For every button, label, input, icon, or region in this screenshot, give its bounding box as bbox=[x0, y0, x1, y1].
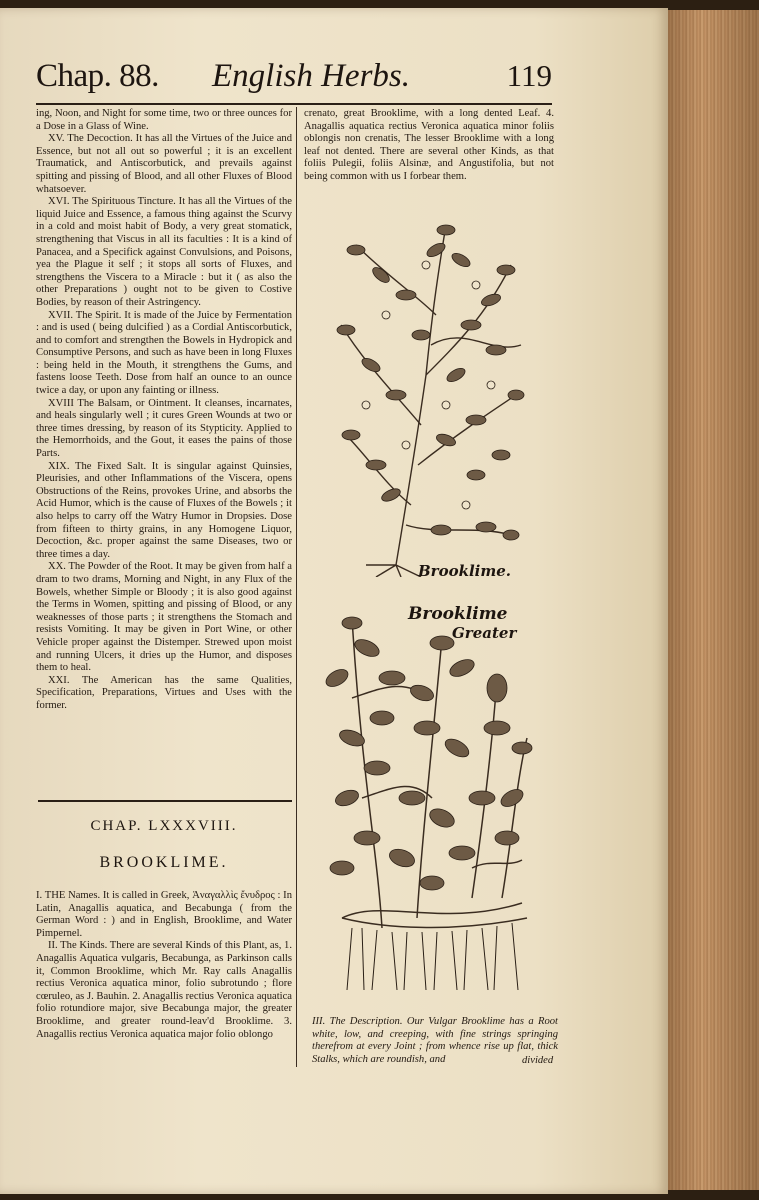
running-title: English Herbs. bbox=[212, 58, 410, 94]
running-header bbox=[36, 58, 552, 104]
paragraph: XVII. The Spirit. It is made of the Juice by Fermentation : and is used ( being dulcified ) as a Cordial Antiscorbutick, and to comfort and strengthen the Bowels in Hydropick and Consumptive Persons, and such as have been in long Fluxes : being held in the Mouth, it strengthens the Gums, and fastens loose Teeth. Dose from half an ounce to an ounce twice a day, or upon any fainting or illness. bbox=[36, 309, 292, 397]
paragraph: XIX. The Fixed Salt. It is singular against Quinsies, Pleurisies, and other Inflammations of the Viscera, opens Obstructions of the Reins, provokes Urine, and absorbs the Acid Humor, which is the cause of Fluxes of the Bowels ; it also helps to carry off the Watry Humor in Dropsies. Dose from fifteen to thirty grains, in any Homogene Liquor, Decoction, &c. proper against the same Diseases, two or three times a day. bbox=[36, 460, 292, 560]
brooklime-woodcut bbox=[326, 205, 526, 577]
right-column-top bbox=[304, 108, 554, 184]
header-rule bbox=[36, 103, 552, 105]
plate-caption-brooklime: Brooklime. bbox=[418, 562, 512, 580]
left-column bbox=[36, 108, 292, 713]
paragraph: XVIII The Balsam, or Ointment. It cleanses, incarnates, and heals singularly well ; it cures Green Wounds at two or three times dressing, by reason of its Stypticity. Applied to the Hemorrhoids, and the Gout, it eases the pains of those Parts. bbox=[36, 397, 292, 460]
paragraph: XV. The Decoction. It has all the Virtues of the Juice and Essence, but not all out so powerful ; it is an excellent Traumatick, and Antiscorbutick, and prevails against spitting and pissing of Blood, and all other Fluxes of Blood whatsoever. bbox=[36, 133, 292, 195]
page-edges bbox=[660, 10, 759, 1190]
paragraph: ing, Noon, and Night for some time, two or three ounces for a Dose in a Glass of Wine. bbox=[36, 108, 292, 132]
brooklime-greater-woodcut bbox=[322, 598, 534, 990]
paragraph-description: III. The Description. Our Vulgar Brooklime has a Root white, low, and creeping, with fine strings springing therefrom at every Joint ; from whence rise up flat, thick Stalks, which are roundish, and bbox=[312, 1016, 558, 1065]
page-number: 119 bbox=[506, 58, 552, 93]
paragraph-names: I. THE Names. It is called in Greek, Ἀναγαλλὶς ἔνυδρος : In Latin, Anagallis aquatica, and Becabunga ( from the German Word : ) and in English, Brooklime, and Water Pimpernel. bbox=[36, 890, 292, 939]
paragraph: crenato, great Brooklime, with a long dented Leaf. 4. Anagallis aquatica rectius Veronica aquatica minor foliis oblongis non crenatis, The lesser Brooklime with a long leaf not dented. There are several other Kinds, as that foliis Pulegii, foliis Alsinæ, and Angustifolia, but not being common with us I forbear them. bbox=[304, 108, 554, 182]
plate-caption-brooklime-greater-line2: Greater bbox=[452, 624, 517, 642]
paragraph-kinds: II. The Kinds. There are several Kinds of this Plant, as, 1. Anagallis Aquatica vulgaris, Becabunga, as Parkinson calls it, Common Brooklime, which Mr. Ray calls Anagallis rectius Veronica aquatica minor, folio subrotundo ; flore cœruleo, as J. Bauhin. 2. Anagallis rectius Veronica aquatica folio rotundiore major, sive Becabunga major, the greater Brooklime, and greater round-leav'd Brooklime. 3. Anagallis rectius Veronica aquatica major folio oblongo bbox=[36, 940, 292, 1040]
plate-caption-brooklime-greater-line1: Brooklime bbox=[408, 604, 508, 624]
left-column-lower bbox=[36, 890, 292, 1041]
chapter-heading: CHAP. LXXXVIII. bbox=[90, 818, 238, 834]
paragraph: XVI. The Spirituous Tincture. It has all the Virtues of the liquid Juice and Essence, a famous thing against the Scurvy in a cold and moist habit of Body, a very great stomatick, strengthening that Viscus in all its faculties : It is a kind of Panacea, and a Specifick against Convulsions, and Poisons, yea the Plague it self ; it stops all sorts of Fluxes, and strengthens the Viscera to a Miracle : but it ( as also the other Preparations ) ought not to be given to Costive Bodies, by reason of their Astringency. bbox=[36, 196, 292, 308]
chapter-name: BROOKLIME. bbox=[99, 854, 229, 871]
column-rule bbox=[296, 107, 297, 1067]
chapter-number: Chap. 88. bbox=[36, 58, 159, 94]
catchword: divided bbox=[522, 1055, 554, 1066]
paragraph: XX. The Powder of the Root. It may be given from half a dram to two drams, Morning and Night, in any Flux of the Bowels, whether Simple or Bloody ; it is also good against the Terms in Women, spitting and pissing of Blood, or any weaknesses of those parts ; it strengthens the Stomach and resists Vomiting. It may be given in Port Wine, or other Vehicle proper against the Distemper. Strewed upon moist and running Ulcers, it dries up the Humor, and disposes them to heal. bbox=[36, 561, 292, 674]
section-rule bbox=[38, 800, 292, 802]
paragraph: XXI. The American has the same Qualities, Specification, Preparations, Virtues and Uses with the former. bbox=[36, 674, 292, 711]
